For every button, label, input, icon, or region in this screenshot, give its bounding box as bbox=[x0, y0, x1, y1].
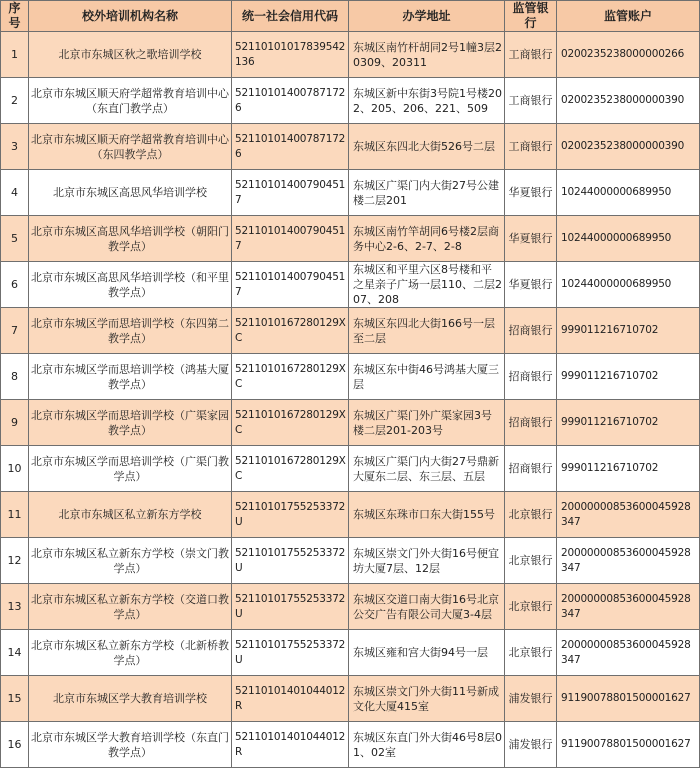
supervising-bank: 招商银行 bbox=[505, 446, 557, 492]
school-address: 东城区东直门外大街46号8层01、02室 bbox=[349, 722, 505, 768]
credit-code: 521101014007871726 bbox=[232, 124, 349, 170]
row-index: 2 bbox=[1, 78, 29, 124]
table-row bbox=[1, 308, 700, 354]
header-index: 序号 bbox=[1, 1, 29, 32]
header-supervising-bank: 监管银行 bbox=[505, 1, 557, 32]
school-address: 东城区崇文门外大街16号便宜坊大厦7层、12层 bbox=[349, 538, 505, 584]
supervised-account: 20000000853600045928347 bbox=[557, 538, 700, 584]
supervised-account: 999011216710702 bbox=[557, 308, 700, 354]
supervising-bank: 工商银行 bbox=[505, 32, 557, 78]
institution-name: 北京市东城区私立新东方学校 bbox=[29, 492, 232, 538]
school-address: 东城区东珠市口东大街155号 bbox=[349, 492, 505, 538]
institution-name: 北京市东城区高思风华培训学校 bbox=[29, 170, 232, 216]
table-header-row bbox=[1, 1, 700, 32]
supervising-bank: 工商银行 bbox=[505, 124, 557, 170]
supervised-account: 999011216710702 bbox=[557, 354, 700, 400]
school-address: 东城区和平里六区8号楼和平之星亲子广场一层110、二层207、208 bbox=[349, 262, 505, 308]
school-address: 东城区崇文门外大街11号新成文化大厦415室 bbox=[349, 676, 505, 722]
header-supervised-account: 监管账户 bbox=[557, 1, 700, 32]
row-index: 15 bbox=[1, 676, 29, 722]
school-address: 东城区南竹竿胡同6号楼2层商务中心2-6、2-7、2-8 bbox=[349, 216, 505, 262]
table-row bbox=[1, 124, 700, 170]
credit-code: 52110101755253372U bbox=[232, 584, 349, 630]
table-row bbox=[1, 492, 700, 538]
header-institution-name: 校外培训机构名称 bbox=[29, 1, 232, 32]
supervising-bank: 招商银行 bbox=[505, 400, 557, 446]
supervising-bank: 北京银行 bbox=[505, 630, 557, 676]
credit-code: 52110101401044012R bbox=[232, 722, 349, 768]
institution-name: 北京市东城区私立新东方学校（北新桥教学点） bbox=[29, 630, 232, 676]
credit-code: 52110101401044012R bbox=[232, 676, 349, 722]
supervised-account: 10244000000689950 bbox=[557, 170, 700, 216]
school-address: 东城区东中街46号鸿基大厦三层 bbox=[349, 354, 505, 400]
supervising-bank: 工商银行 bbox=[505, 78, 557, 124]
table-body bbox=[1, 32, 700, 768]
row-index: 6 bbox=[1, 262, 29, 308]
supervising-bank: 招商银行 bbox=[505, 354, 557, 400]
credit-code: 521101014007871726 bbox=[232, 78, 349, 124]
credit-code: 5211010167280129XC bbox=[232, 354, 349, 400]
table-row bbox=[1, 170, 700, 216]
row-index: 4 bbox=[1, 170, 29, 216]
supervised-account: 999011216710702 bbox=[557, 400, 700, 446]
credit-code: 521101014007904517 bbox=[232, 216, 349, 262]
table-row bbox=[1, 400, 700, 446]
supervising-bank: 北京银行 bbox=[505, 492, 557, 538]
institution-name: 北京市东城区顺天府学超常教育培训中心（东四教学点） bbox=[29, 124, 232, 170]
supervised-account: 10244000000689950 bbox=[557, 262, 700, 308]
credit-code: 521101014007904517 bbox=[232, 262, 349, 308]
institution-name: 北京市东城区学而思培训学校（广渠门教学点） bbox=[29, 446, 232, 492]
row-index: 14 bbox=[1, 630, 29, 676]
school-address: 东城区交道口南大街16号北京公交广告有限公司大厦3-4层 bbox=[349, 584, 505, 630]
supervised-account: 20000000853600045928347 bbox=[557, 630, 700, 676]
school-address: 东城区南竹杆胡同2号1幢3层20309、20311 bbox=[349, 32, 505, 78]
table-row bbox=[1, 538, 700, 584]
supervised-account: 20000000853600045928347 bbox=[557, 492, 700, 538]
supervised-account: 91190078801500001627 bbox=[557, 722, 700, 768]
credit-code: 52110101755253372U bbox=[232, 492, 349, 538]
institution-name: 北京市东城区高思风华培训学校（朝阳门教学点） bbox=[29, 216, 232, 262]
supervising-bank: 浦发银行 bbox=[505, 722, 557, 768]
credit-code: 5211010167280129XC bbox=[232, 400, 349, 446]
supervising-bank: 华夏银行 bbox=[505, 216, 557, 262]
school-address: 东城区广渠门内大街27号公建楼二层201 bbox=[349, 170, 505, 216]
row-index: 9 bbox=[1, 400, 29, 446]
row-index: 3 bbox=[1, 124, 29, 170]
table-row bbox=[1, 676, 700, 722]
table-row bbox=[1, 584, 700, 630]
school-address: 东城区广渠门外广渠家园3号楼二层201-203号 bbox=[349, 400, 505, 446]
row-index: 7 bbox=[1, 308, 29, 354]
institution-name: 北京市东城区秋之歌培训学校 bbox=[29, 32, 232, 78]
row-index: 11 bbox=[1, 492, 29, 538]
school-address: 东城区雍和宫大街94号一层 bbox=[349, 630, 505, 676]
supervising-bank: 华夏银行 bbox=[505, 170, 557, 216]
supervising-bank: 招商银行 bbox=[505, 308, 557, 354]
school-address: 东城区东四北大街526号二层 bbox=[349, 124, 505, 170]
institution-name: 北京市东城区学而思培训学校（鸿基大厦教学点） bbox=[29, 354, 232, 400]
row-index: 12 bbox=[1, 538, 29, 584]
supervising-bank: 北京银行 bbox=[505, 538, 557, 584]
row-index: 10 bbox=[1, 446, 29, 492]
credit-code: 521101014007904517 bbox=[232, 170, 349, 216]
header-credit-code: 统一社会信用代码 bbox=[232, 1, 349, 32]
institution-name: 北京市东城区学大教育培训学校（东直门教学点） bbox=[29, 722, 232, 768]
school-address: 东城区新中东街3号院1号楼202、205、206、221、509 bbox=[349, 78, 505, 124]
school-address: 东城区东四北大街166号一层至二层 bbox=[349, 308, 505, 354]
institution-name: 北京市东城区学而思培训学校（东四第二教学点） bbox=[29, 308, 232, 354]
supervising-bank: 北京银行 bbox=[505, 584, 557, 630]
supervised-account: 20000000853600045928347 bbox=[557, 584, 700, 630]
credit-code: 52110101017839542136 bbox=[232, 32, 349, 78]
supervised-account: 91190078801500001627 bbox=[557, 676, 700, 722]
table-row bbox=[1, 216, 700, 262]
supervised-account: 0200235238000000390 bbox=[557, 78, 700, 124]
row-index: 1 bbox=[1, 32, 29, 78]
supervised-account: 0200235238000000266 bbox=[557, 32, 700, 78]
credit-code: 52110101755253372U bbox=[232, 538, 349, 584]
credit-code: 5211010167280129XC bbox=[232, 446, 349, 492]
table-row bbox=[1, 630, 700, 676]
row-index: 5 bbox=[1, 216, 29, 262]
school-address: 东城区广渠门内大街27号鼎新大厦东二层、东三层、五层 bbox=[349, 446, 505, 492]
supervised-account: 10244000000689950 bbox=[557, 216, 700, 262]
table-row bbox=[1, 722, 700, 768]
institution-name: 北京市东城区高思风华培训学校（和平里教学点） bbox=[29, 262, 232, 308]
supervising-bank: 华夏银行 bbox=[505, 262, 557, 308]
row-index: 16 bbox=[1, 722, 29, 768]
credit-code: 52110101755253372U bbox=[232, 630, 349, 676]
supervised-account: 999011216710702 bbox=[557, 446, 700, 492]
row-index: 13 bbox=[1, 584, 29, 630]
institution-name: 北京市东城区顺天府学超常教育培训中心（东直门教学点） bbox=[29, 78, 232, 124]
table-row bbox=[1, 354, 700, 400]
institution-name: 北京市东城区学而思培训学校（广渠家园教学点） bbox=[29, 400, 232, 446]
supervising-bank: 浦发银行 bbox=[505, 676, 557, 722]
institution-name: 北京市东城区私立新东方学校（崇文门教学点） bbox=[29, 538, 232, 584]
institution-name: 北京市东城区学大教育培训学校 bbox=[29, 676, 232, 722]
supervised-account: 0200235238000000390 bbox=[557, 124, 700, 170]
row-index: 8 bbox=[1, 354, 29, 400]
table-row bbox=[1, 78, 700, 124]
credit-code: 5211010167280129XC bbox=[232, 308, 349, 354]
header-address: 办学地址 bbox=[349, 1, 505, 32]
table-row bbox=[1, 32, 700, 78]
institution-name: 北京市东城区私立新东方学校（交道口教学点） bbox=[29, 584, 232, 630]
table-row bbox=[1, 446, 700, 492]
table-row bbox=[1, 262, 700, 308]
